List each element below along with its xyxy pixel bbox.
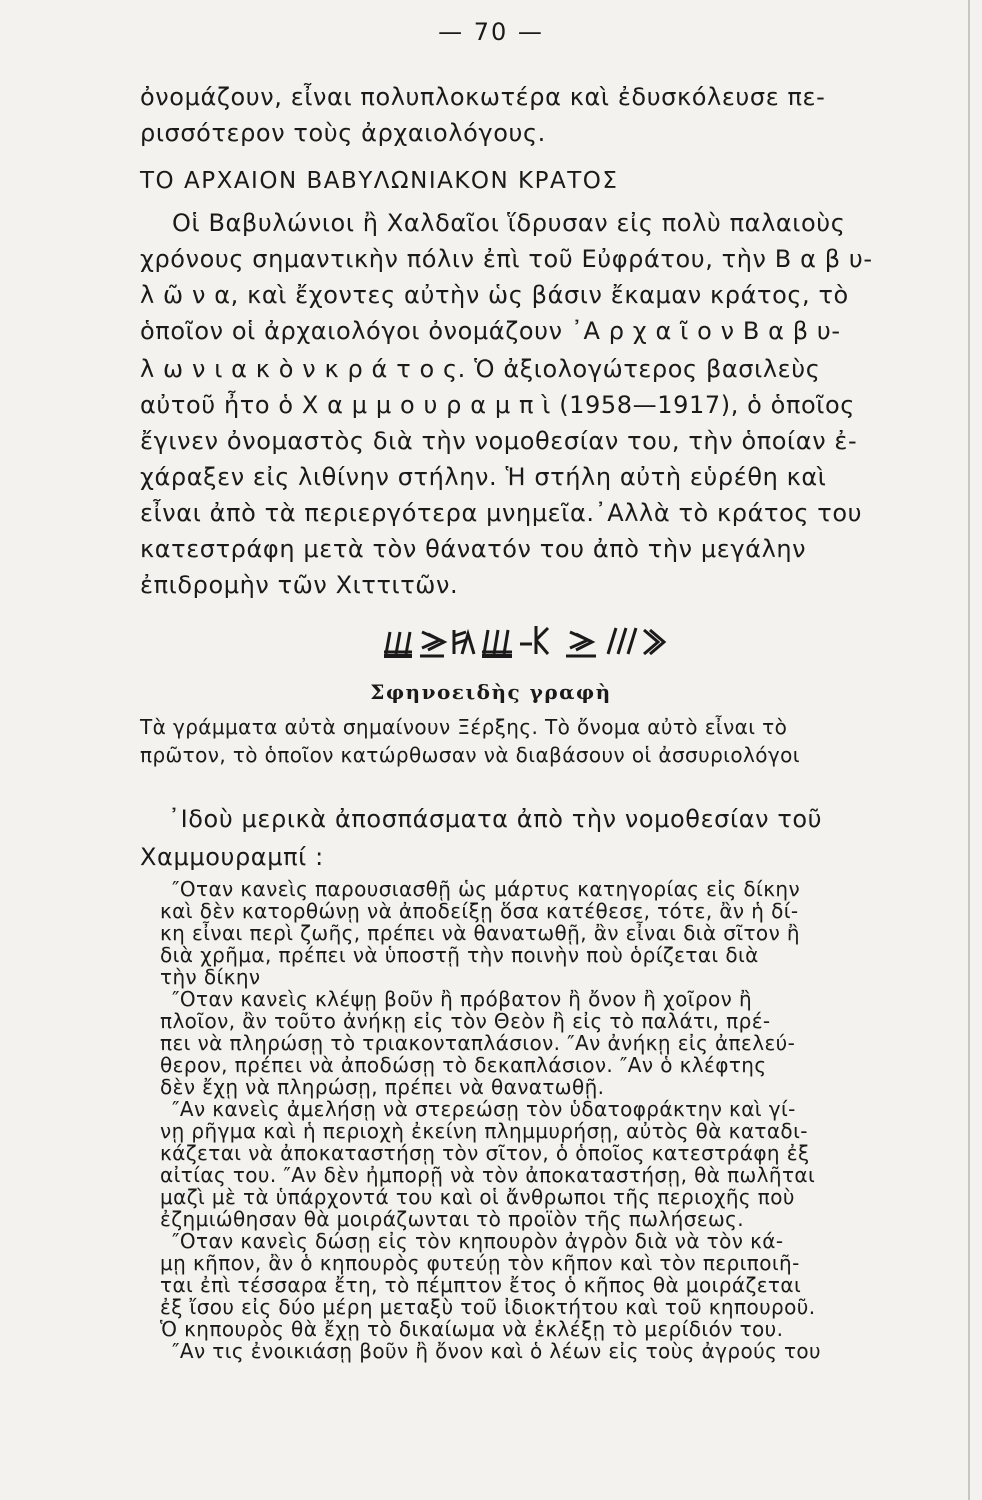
- text-line: καὶ δὲν κατορθώνῃ νὰ ἀποδείξῃ ὅσα κατέθεσε, τότε, ἂν ἡ δί-: [160, 899, 799, 923]
- text-line: χρόνους σημαντικὴν πόλιν ἐπὶ τοῦ Εὐφράτου, τὴν Β α β υ-: [140, 245, 873, 273]
- text-line: ″Οταν κανεὶς παρουσιασθῇ ὡς μάρτυς κατηγορίας εἰς δίκην: [172, 877, 801, 901]
- text-line: ρισσότερον τοὺς ἀρχαιολόγους.: [140, 119, 546, 147]
- text-line: λ ω ν ι α κ ὸ ν κ ρ ά τ ο ς. Ὁ ἀξιολογώτερος βασιλεὺς: [140, 355, 821, 383]
- text-line: ἔγινεν ὀνομαστὸς διὰ τὴν νομοθεσίαν του, τὴν ὁποίαν ἐ-: [140, 427, 858, 455]
- text-line: ″Αν τις ἐνοικιάσῃ βοῦν ἢ ὄνον καὶ ὁ λέων εἰς τοὺς ἀγρούς του: [172, 1339, 822, 1363]
- text-line: μῃ κῆπον, ἂν ὁ κηπουρὸς φυτεύῃ τὸν κῆπον καὶ τὸν περιποιῆ-: [160, 1251, 800, 1275]
- text-line: ὀνομάζουν, εἶναι πολυπλοκωτέρα καὶ ἐδυσκόλευσε πε-: [140, 83, 826, 111]
- section-heading: ΤΟ ΑΡΧΑΙΟΝ ΒΑΒΥΛΩΝΙΑΚΟΝ ΚΡΑΤΟΣ: [140, 168, 619, 194]
- text-line: ″Οταν κανεὶς κλέψῃ βοῦν ἢ πρόβατον ἢ ὄνον ἢ χοῖρον ἢ: [172, 987, 753, 1011]
- text-line: Τὰ γράμματα αὐτὰ σημαίνουν Ξέρξης. Τὸ ὄνομα αὐτὸ εἶναι τὸ: [140, 715, 788, 739]
- text-line: μαζὶ μὲ τὰ ὑπάρχοντά του καὶ οἱ ἄνθρωποι τῆς περιοχῆς ποὺ: [160, 1185, 795, 1209]
- text-line: ἐπιδρομὴν τῶν Χιττιτῶν.: [140, 571, 459, 599]
- cuneiform-inscription-image: [382, 612, 682, 664]
- text-line: αἰτίας του. ″Αν δὲν ἠμπορῇ νὰ τὸν ἀποκαταστήσῃ, θὰ πωλῆται: [160, 1163, 816, 1187]
- text-line: ″Αν κανεὶς ἀμελήσῃ νὰ στερεώσῃ τὸν ὑδατοφράκτην καὶ γί-: [172, 1097, 796, 1121]
- text-line: Ὁ κηπουρὸς θὰ ἔχῃ τὸ δικαίωμα νὰ ἐκλέξῃ τὸ μερίδιόν του.: [160, 1317, 784, 1341]
- text-line: ″Οταν κανεὶς δώσῃ εἰς τὸν κηπουρὸν ἀγρὸν διὰ νὰ τὸν κά-: [172, 1229, 784, 1253]
- text-line: χάραξεν εἰς λιθίνην στήλην. Ἡ στήλη αὐτὴ εὑρέθη καὶ: [140, 463, 827, 491]
- text-line: θερον, πρέπει νὰ ἀποδώσῃ τὸ δεκαπλάσιον. ″Αν ὁ κλέφτης: [160, 1053, 767, 1077]
- text-line: διὰ χρῆμα, πρέπει νὰ ὑποστῇ τὴν ποινὴν ποὺ ὁρίζεται διὰ: [160, 943, 759, 967]
- text-line: Χαμμουραμπί :: [140, 843, 324, 871]
- text-line: πλοῖον, ἂν τοῦτο ἀνήκῃ εἰς τὸν Θεὸν ἢ εἰς τὸ παλάτι, πρέ-: [160, 1009, 771, 1033]
- text-line: κη εἶναι περὶ ζωῆς, πρέπει νὰ θανατωθῇ, ἂν εἶναι διὰ σῖτον ἢ: [160, 921, 800, 945]
- text-line: κατεστράφη μετὰ τὸν θάνατόν του ἀπὸ τὴν μεγάλην: [140, 535, 807, 563]
- text-line: Οἱ Βαβυλώνιοι ἢ Χαλδαῖοι ἵδρυσαν εἰς πολὺ παλαιοὺς: [172, 209, 846, 237]
- text-line: δὲν ἔχῃ νὰ πληρώσῃ, πρέπει νὰ θανατωθῇ.: [160, 1075, 605, 1099]
- cuneiform-caption: Σφηνοειδὴς γραφὴ: [370, 680, 612, 704]
- text-line: λ ῶ ν α, καὶ ἔχοντες αὐτὴν ὡς βάσιν ἔκαμαν κράτος, τὸ: [140, 281, 849, 309]
- text-line: νῃ ρῆγμα καὶ ἡ περιοχὴ ἐκείνη πλημμυρήσῃ, αὐτὸς θὰ καταδι-: [160, 1119, 808, 1143]
- text-line: εἶναι ἀπὸ τὰ περιεργότερα μνημεῖα.᾽Αλλὰ τὸ κράτος του: [140, 499, 863, 527]
- text-line: ᾽Ιδοὺ μερικὰ ἀποσπάσματα ἀπὸ τὴν νομοθεσίαν τοῦ: [168, 805, 823, 833]
- page-number: — 70 —: [438, 18, 544, 46]
- text-line: ται ἐπὶ τέσσαρα ἔτη, τὸ πέμπτον ἔτος ὁ κῆπος θὰ μοιράζεται: [160, 1273, 802, 1297]
- page-edge: [968, 0, 970, 1500]
- text-line: κάζεται νὰ ἀποκαταστήσῃ τὸν σῖτον, ὁ ὁποῖος κατεστράφη ἐξ: [160, 1141, 810, 1165]
- text-line: πει νὰ πληρώσῃ τὸ τριακονταπλάσιον. ″Αν ἀνήκῃ εἰς ἀπελεύ-: [160, 1031, 796, 1055]
- text-line: τὴν δίκην: [160, 965, 261, 989]
- text-line: αὐτοῦ ἦτο ὁ Χ α μ μ ο υ ρ α μ π ὶ (1958—1917), ὁ ὁποῖος: [140, 391, 855, 419]
- text-line: ὁποῖον οἱ ἀρχαιολόγοι ὀνομάζουν ᾽Α ρ χ α ῖ ο ν Β α β υ-: [140, 317, 841, 345]
- text-line: ἐξ ἴσου εἰς δύο μέρη μεταξὺ τοῦ ἰδιοκτήτου καὶ τοῦ κηπουροῦ.: [160, 1295, 816, 1319]
- text-line: πρῶτον, τὸ ὁποῖον κατώρθωσαν νὰ διαβάσουν οἱ ἀσσυριολόγοι: [140, 743, 800, 767]
- text-line: ἐζημιώθησαν θὰ μοιράζωνται τὸ προϊὸν τῆς πωλήσεως.: [160, 1207, 745, 1231]
